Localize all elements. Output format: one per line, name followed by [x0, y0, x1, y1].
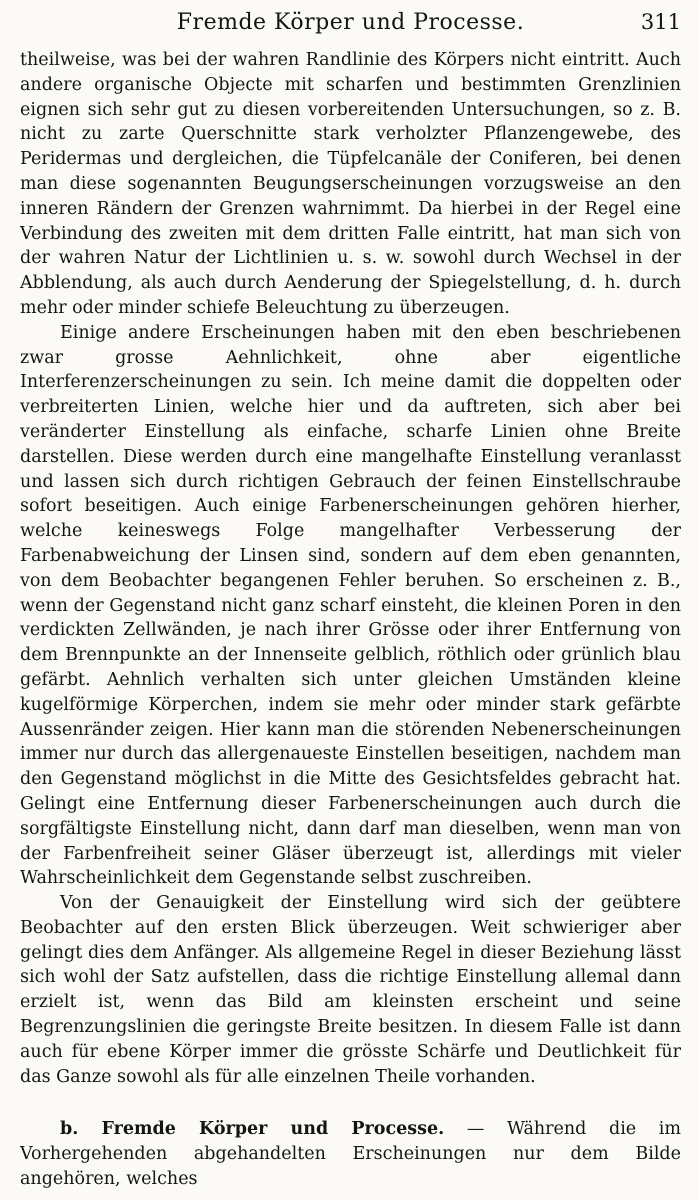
section-paragraph [20, 1117, 681, 1191]
paragraph-similar-phenomena: Einige andere Erscheinungen haben mit den eben beschriebenen zwar grosse Aehnlichkeit, ohne aber eigentliche Interferenzerscheinungen zu sein. Ich meine damit die doppelten oder verbreiterten Linien, welche hier und da auftreten, sich aber bei veränderter Einstellung als einfache, scharfe Linien ohne Breite darstellen. Diese werden durch eine mangelhafte Einstellung veranlasst und lassen sich durch richtigen Gebrauch der feinen Einstellschraube sofort beseitigen. Auch einige Farbenerscheinungen gehören hierher, welche keineswegs Folge mangelhafter Verbesserung der Farbenabweichung der Linsen sind, sondern auf dem eben genannten, von dem Beobachter begangenen Fehler beruhen. So erscheinen z. B., wenn der Gegenstand nicht ganz scharf einsteht, die kleinen Poren in den verdickten Zellwänden, je nach ihrer Grösse oder ihrer Entfernung von dem Brennpunkte an der Innenseite gelblich, röthlich oder grünlich blau gefärbt. Aehnlich verhalten sich unter gleichen Umständen kleine kugelförmige Körperchen, indem sie mehr oder minder stark gefärbte Aussenränder zeigen. Hier kann man die störenden Nebenerscheinungen immer nur durch das allergenaueste Einstellen beseitigen, nachdem man den Gegenstand möglichst in die Mitte des Gesichtsfeldes gebracht hat. Gelingt eine Entfernung dieser Farbenerscheinungen auch durch die sorgfältigste Einstellung nicht, dann darf man dieselben, wenn man von der Farbenfreiheit seiner Gläser überzeugt ist, allerdings mit vieler Wahrscheinlichkeit dem Gegenstande selbst zuschreiben. [20, 322, 681, 889]
running-title: Fremde Körper und Processe. [176, 10, 525, 35]
paragraph-continued: theilweise, was bei der wahren Randlinie des Körpers nicht eintritt. Auch andere organische Objecte mit scharfen und bestimmten Grenzlinien eignen sich sehr gut zu diesen vorbereitenden Untersuchungen, so z. B. nicht zu zarte Querschnitte stark verholzter Pflanzengewebe, des Peridermas und dergleichen, die Tüpfelcanäle der Coniferen, bei denen man diese sogenannten Beugungserscheinungen vorzugsweise an den inneren Rändern der Grenzen wahrnimmt. Da hierbei in der Regel eine Verbindung des zweiten mit dem dritten Falle eintritt, hat man sich von der wahren Natur der Lichtlinien u. s. w. sowohl durch Wechsel in der Abblendung, als auch durch Aenderung der Spiegelstellung, d. h. durch mehr oder minder schiefe Beleuchtung zu überzeugen. [20, 50, 681, 318]
running-head [20, 10, 681, 48]
section-intro-text: — Während die im Vorhergehenden abgehandelten Erscheinungen nur dem Bilde angehören, welches [20, 1119, 681, 1190]
paragraph-focus-accuracy: Von der Genauigkeit der Einstellung wird sich der geübtere Beobachter auf den ersten Blick überzeugen. Weit schwieriger aber gelingt dies dem Anfänger. Als allgemeine Regel in dieser Beziehung lässt sich wohl der Satz aufstellen, dass die richtige Einstellung allemal dann erzielt ist, wenn das Bild am kleinsten erscheint und seine Begrenzungslinien die geringste Breite besitzen. In diesem Falle ist dann auch für ebene Körper immer die grösste Schärfe und Deutlichkeit für das Ganze sowohl als für alle einzelnen Theile vorhanden. [20, 893, 681, 1087]
page-number: 311 [640, 10, 681, 34]
section-heading: b. Fremde Körper und Processe. [60, 1119, 445, 1140]
section-foreign-bodies [20, 1117, 681, 1191]
body-text [20, 48, 681, 1192]
